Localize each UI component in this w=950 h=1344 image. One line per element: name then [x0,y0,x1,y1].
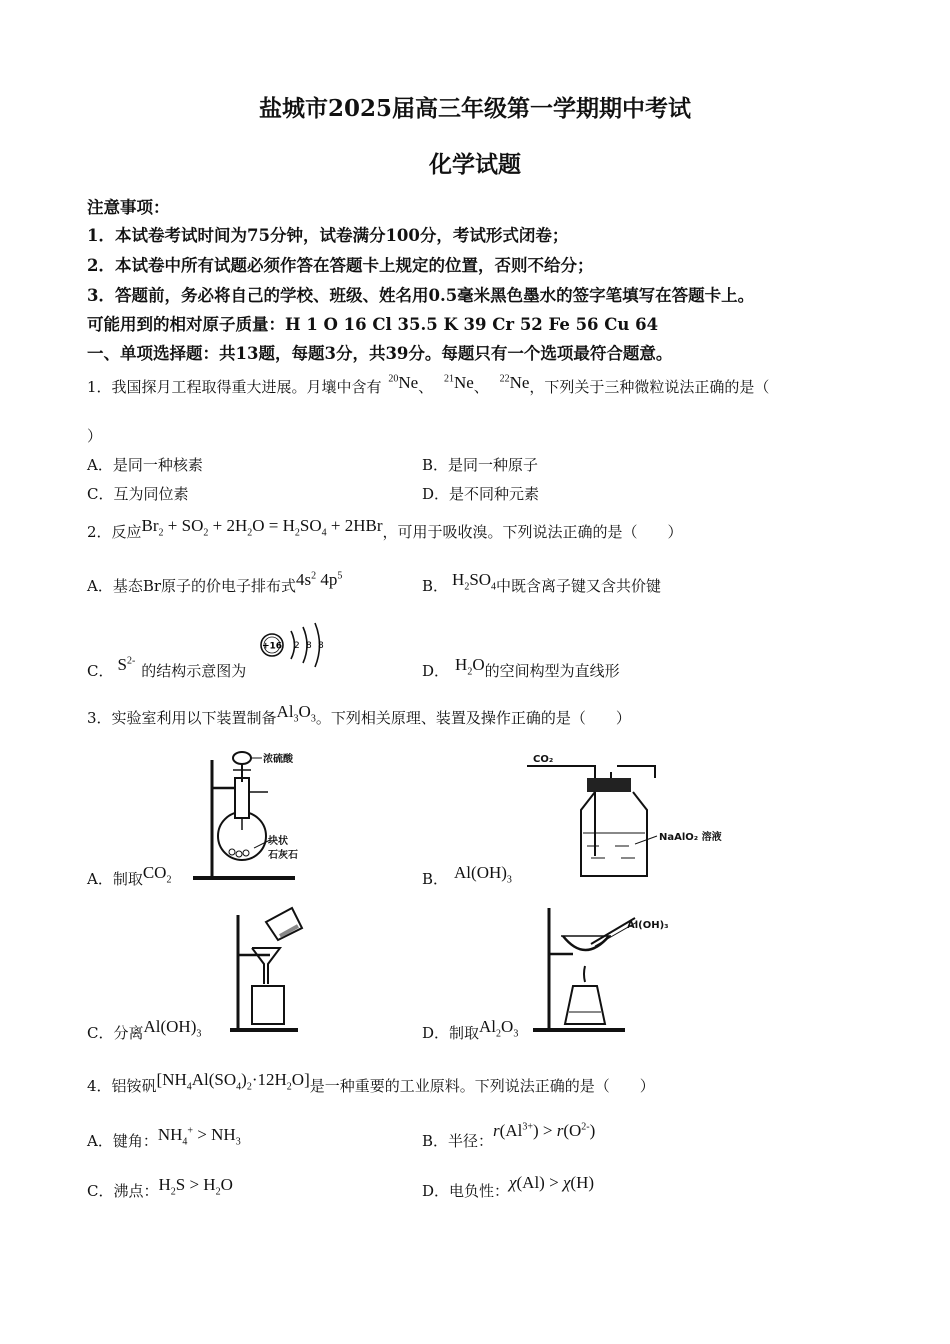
q4-option-b: B．半径：$r(Al^{3+}) > r(O^{2-})$ [422,1121,596,1150]
apparatus-c-filtration [200,900,310,1035]
q2-option-d: D． $H_2O$的空间构型为直线形 [422,655,620,680]
q2-stem: 2．反应$Br_2 + SO_2 + 2H_2O = H_2SO_4 + 2HBr$，可用于吸收溴。下列说法正确的是（ ） [87,516,683,541]
apparatus-a-co2-generator [190,748,330,883]
q3-stem: 3．实验室利用以下装置制备$Al_3O_3$。下列相关原理、装置及操作正确的是（ ） [87,702,631,727]
q3-option-d: D．制取$Al_2O_3$ [422,1017,519,1042]
notes-heading: 注意事项： [87,198,170,217]
q1-option-b: B．是同一种原子 [422,456,539,474]
apparatus-d-heating [525,900,715,1035]
q1-stem: 1．我国探月工程取得重大进展。月壤中含有 $^{20}$Ne、 $^{21}$Ne、 $^{22}$Ne，下列关于三种微粒说法正确的是（ [87,373,770,396]
page-title: 盐城市2025届高三年级第一学期期中考试 [258,95,691,122]
q2-equation: $Br_2 + SO_2 + 2H_2O = H_2SO_4 + 2HBr$ [141,516,383,539]
svg-text:NaAlO₂ 溶液: NaAlO₂ 溶液 [659,832,722,843]
q1-option-a: A．是同一种核素 [87,456,203,474]
q1-option-d: D．是不同种元素 [422,485,540,503]
note-item-1: 1．本试卷考试时间为75分钟，试卷满分100分，考试形式闭卷； [87,226,569,245]
q4-option-a: A．键角：$NH_4^+ > NH_3$ [87,1125,241,1150]
sulfide-ion-structure-diagram [258,622,328,668]
section-heading: 一、单项选择题：共13题，每题3分，共39分。每题只有一个选项最符合题意。 [87,344,673,363]
svg-text:2: 2 [294,641,300,651]
svg-text:+16: +16 [261,641,283,652]
svg-text:浓硫酸: 浓硫酸 [263,754,293,765]
note-item-2: 2．本试卷中所有试题必须作答在答题卡上规定的位置，否则不给分； [87,256,594,275]
q4-option-c: C．沸点：$H_2S > H_2O$ [87,1175,233,1200]
q2-option-b: B． $H_2SO_4$中既含离子键又含共价键 [422,570,662,595]
q3-option-a: A．制取$CO_2$ [87,863,172,888]
svg-text:石灰石: 石灰石 [268,850,298,861]
q1-stem-close: ） [87,427,103,445]
apparatus-b-gas-bottle [525,748,735,878]
q2-option-a: A．基态Br原子的价电子排布式$4s^2$ $4p^5$ [87,570,343,595]
svg-text:8: 8 [318,641,324,651]
svg-text:8: 8 [306,641,312,651]
page-subtitle: 化学试题 [429,151,521,178]
q4-stem: 4．铝铵矾$[NH_4Al(SO_4)_2\cdot 12H_2O]$是一种重要的工业原料。下列说法正确的是（ ） [87,1070,655,1095]
svg-text:CO₂: CO₂ [533,754,554,765]
svg-text:块状: 块状 [268,836,288,847]
note-item-3: 3．答题前，务必将自己的学校、班级、姓名用0.5毫米黑色墨水的签字笔填写在答题卡上。 [87,286,755,305]
q3-option-b: B． $Al(OH)_3$ [422,863,512,888]
q2-option-c: C． $S^{2-}$的结构示意图为 [87,655,247,680]
q4-option-d: D．电负性：χ(Al) > χ(H) [422,1173,595,1200]
atomic-masses: 可能用到的相对原子质量：H 1 O 16 Cl 35.5 K 39 Cr 52 Fe 56 Cu 64 [87,315,659,334]
q3-option-c: C．分离$Al(OH)_3$ [87,1017,202,1042]
q1-option-c: C．互为同位素 [87,485,189,503]
svg-text:Al(OH)₃: Al(OH)₃ [627,920,669,931]
